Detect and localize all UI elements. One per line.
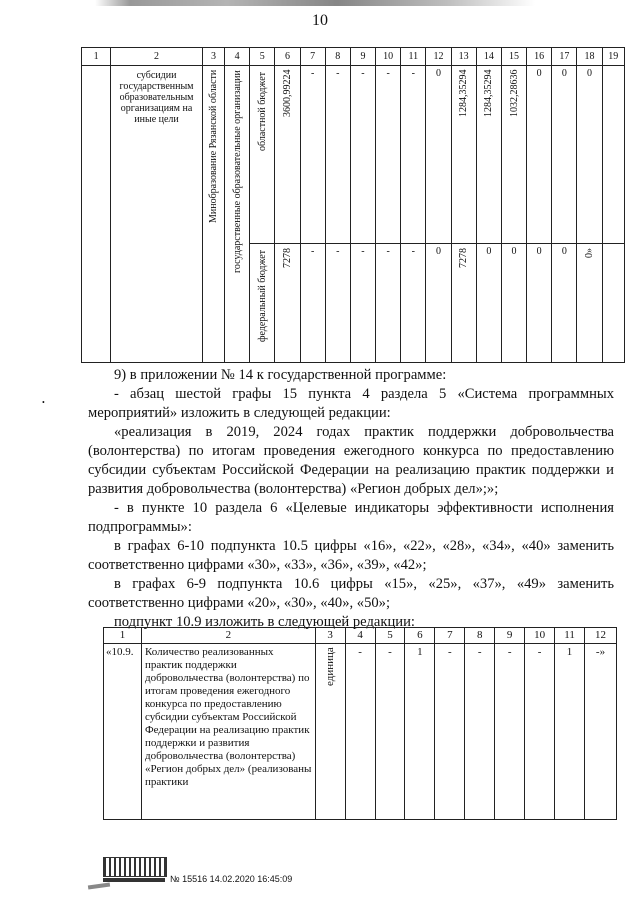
value-cell: - <box>376 66 401 244</box>
value-cell: - <box>325 66 350 244</box>
header-cell: 18 <box>577 48 602 66</box>
signature-scribble <box>88 882 110 889</box>
value-cell: - <box>325 244 350 363</box>
header-cell: 10 <box>376 48 401 66</box>
value-cell: 0 <box>426 66 451 244</box>
value-cell: 1 <box>555 644 585 820</box>
amendment-text <box>88 366 614 632</box>
header-cell: 4 <box>225 48 250 66</box>
header-cell: 12 <box>585 628 617 644</box>
header-cell: 19 <box>602 48 624 66</box>
value-cell: - <box>495 644 525 820</box>
value-cell: 1032,28636 <box>501 66 526 244</box>
paragraph: - в пункте 10 раздела 6 «Целевые индикаторы эффективности исполнения подпрограммы»: <box>88 500 614 535</box>
budget-source-text: областной бюджет <box>256 72 268 152</box>
header-cell: 2 <box>141 628 315 644</box>
header-cell: 5 <box>375 628 405 644</box>
budget-source-cell <box>250 66 275 244</box>
header-cell: 6 <box>275 48 300 66</box>
value-cell: 0 <box>527 244 552 363</box>
value-cell: 0» <box>577 244 602 363</box>
header-cell: 15 <box>501 48 526 66</box>
paragraph: «реализация в 2019, 2024 годах практик поддержки добровольчества (волонтерства) по итогам проведения ежегодного конкурса по предоставлению субсидии субъектам Российской Федерации на реализацию практик поддержки и развития добровольчества (волонтерства) «Регион добрых дел»;»; <box>88 424 614 497</box>
header-cell: 7 <box>300 48 325 66</box>
table-header-row <box>104 628 617 644</box>
value-cell: 0 <box>501 244 526 363</box>
header-cell: 8 <box>465 628 495 644</box>
header-cell: 11 <box>555 628 585 644</box>
header-cell: 4 <box>345 628 375 644</box>
value-cell: - <box>435 644 465 820</box>
value-cell: 3600,99224 <box>275 66 300 244</box>
value-cell: 1284,35294 <box>476 66 501 244</box>
margin-mark: • <box>42 398 45 407</box>
header-cell: 7 <box>435 628 465 644</box>
value-cell: 1 <box>405 644 435 820</box>
value-cell: 7278 <box>451 244 476 363</box>
value-cell: - <box>525 644 555 820</box>
executor-cell <box>202 66 224 363</box>
value-cell: 0 <box>476 244 501 363</box>
header-cell: 9 <box>350 48 375 66</box>
recipient-cell <box>225 66 250 363</box>
document-registration: № 15516 14.02.2020 16:45:09 <box>170 874 293 884</box>
header-cell: 10 <box>525 628 555 644</box>
table-row <box>82 66 625 244</box>
value-cell: - <box>401 244 426 363</box>
header-cell: 5 <box>250 48 275 66</box>
value-cell <box>602 244 624 363</box>
paragraph: в графах 6-10 подпункта 10.5 цифры «16», «22», «28», «34», «40» заменить соответственно цифрами «30», «33», «36», «39», «42»; <box>88 538 614 573</box>
scan-top-edge <box>95 0 535 6</box>
header-cell: 14 <box>476 48 501 66</box>
building-icon <box>103 857 167 877</box>
measure-name: субсидии государственным образовательным организациям на иные цели <box>119 70 194 125</box>
paragraph: подпункт 10.9 изложить в следующей редакции: <box>114 614 415 630</box>
header-cell: 1 <box>82 48 111 66</box>
value-cell: - <box>375 644 405 820</box>
table-row <box>104 644 617 820</box>
executor-text: Минобразование Рязанской области <box>207 70 219 224</box>
budget-source-text: федеральный бюджет <box>256 250 268 343</box>
unit-text: единица <box>324 647 337 686</box>
header-cell: 3 <box>315 628 345 644</box>
table-header-row <box>82 48 625 66</box>
value-cell: - <box>350 66 375 244</box>
header-cell: 11 <box>401 48 426 66</box>
header-cell: 3 <box>202 48 224 66</box>
value-cell: 0 <box>552 66 577 244</box>
header-cell: 2 <box>111 48 203 66</box>
budget-table <box>81 47 625 363</box>
recipient-text: государственные образовательные организации <box>231 70 243 273</box>
header-cell: 17 <box>552 48 577 66</box>
unit-cell <box>315 644 345 820</box>
header-cell: 9 <box>495 628 525 644</box>
budget-source-cell <box>250 244 275 363</box>
value-cell: - <box>345 644 375 820</box>
header-cell: 16 <box>527 48 552 66</box>
measure-name-cell <box>111 66 203 363</box>
page-number: 10 <box>312 12 328 29</box>
document-stamp <box>103 857 167 882</box>
header-cell: 6 <box>405 628 435 644</box>
value-cell: - <box>300 244 325 363</box>
value-cell: 0 <box>527 66 552 244</box>
value-cell: - <box>350 244 375 363</box>
paragraph: - абзац шестой графы 15 пункта 4 раздела 5 «Система программных мероприятий» изложить в следующей редакции: <box>88 386 614 421</box>
value-cell: 0 <box>552 244 577 363</box>
indicator-description: Количество реализованных практик поддержки добровольчества (волонтерства) по итогам проведения ежегодного конкурса по предоставлению субсидии субъектам Российской Федерации на реализацию практик поддержки и развития добровольчества (волонтерства) «Регион добрых дел» (реализованы практики <box>141 644 315 820</box>
value-cell: -» <box>585 644 617 820</box>
paragraph: 9) в приложении № 14 к государственной программе: <box>114 367 447 383</box>
value-cell: - <box>300 66 325 244</box>
value-cell: 0 <box>426 244 451 363</box>
value-cell: - <box>465 644 495 820</box>
value-cell <box>602 66 624 244</box>
value-cell: 7278 <box>275 244 300 363</box>
indicator-table <box>103 627 617 820</box>
row-number-cell <box>82 66 111 363</box>
value-cell: - <box>376 244 401 363</box>
header-cell: 8 <box>325 48 350 66</box>
header-cell: 13 <box>451 48 476 66</box>
row-number: «10.9. <box>104 644 142 820</box>
paragraph: в графах 6-9 подпункта 10.6 цифры «15», «25», «37», «49» заменить соответственно цифрами «20», «30», «40», «50»; <box>88 576 614 611</box>
header-cell: 12 <box>426 48 451 66</box>
value-cell: - <box>401 66 426 244</box>
value-cell: 1284,35294 <box>451 66 476 244</box>
value-cell: 0 <box>577 66 602 244</box>
header-cell: 1 <box>104 628 142 644</box>
